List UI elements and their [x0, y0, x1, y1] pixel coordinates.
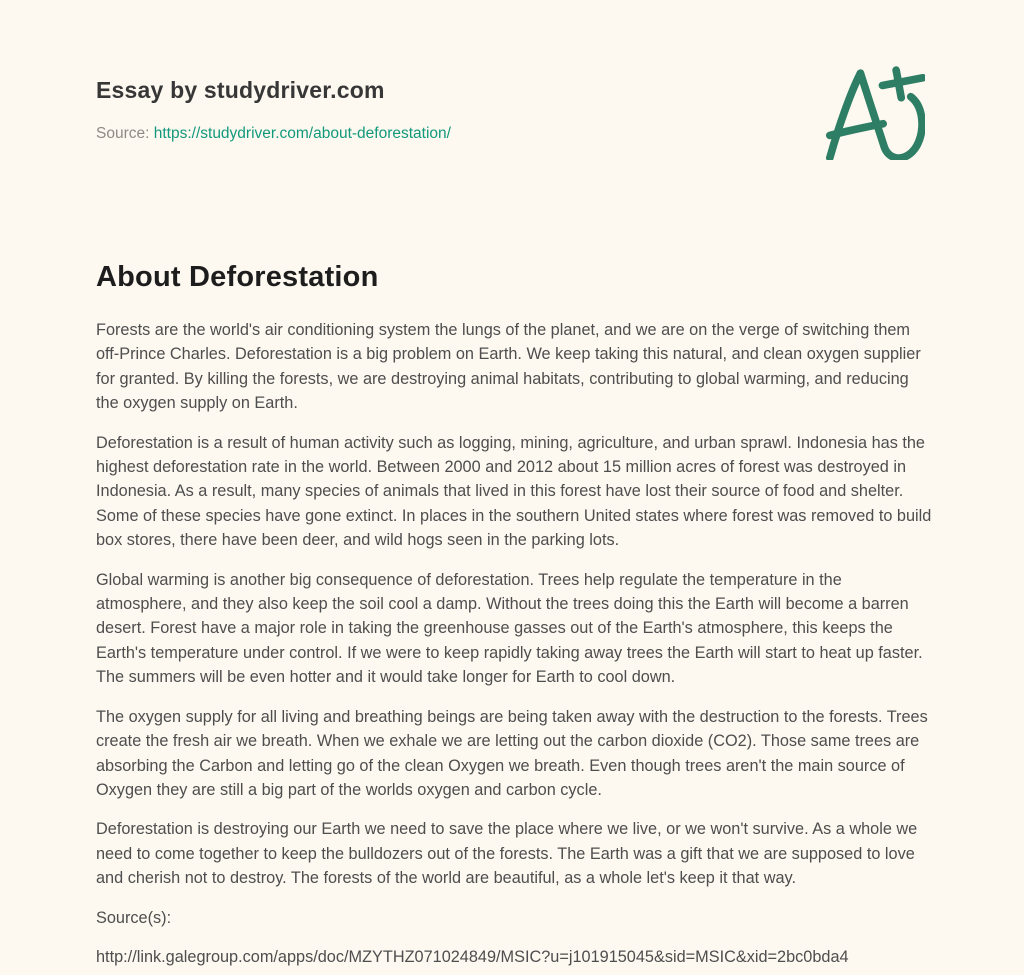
essay-content	[96, 76, 932, 969]
essay-paragraph-1: Forests are the world's air conditioning system the lungs of the planet, and we are on the verge of switching them off-Prince Charles. Deforestation is a big problem on Earth. We keep taking this natural, and clean oxygen supplier for granted. By killing the forests, we are destroying animal habitats, contributing to global warming, and reducing the oxygen supply on Earth.	[96, 321, 921, 413]
page-title: Essay by studydriver.com	[96, 77, 385, 103]
essay-paragraph-2: Deforestation is a result of human activity such as logging, mining, agriculture, and urban sprawl. Indonesia has the highest deforestation rate in the world. Between 2000 and 2012 about 15 million acres of forest was destroyed in Indonesia. As a result, many species of animals that lived in this forest have lost their source of food and shelter. Some of these species have gone extinct. In places in the southern United states where forest was removed to build box stores, there have been deer, and wild hogs seen in the parking lots.	[96, 433, 932, 550]
sources-label: Source(s):	[96, 908, 172, 927]
essay-title: About Deforestation	[96, 261, 379, 293]
source-label: Source:	[96, 125, 150, 142]
essay-paragraph-5: Deforestation is destroying our Earth we need to save the place where we live, or we won't survive. As a whole we need to come together to keep the bulldozers out of the forests. The Earth was a gift that we are supposed to love and cherish not to destroy. The forests of the world are beautiful, as a whole let's keep it that way.	[96, 820, 918, 888]
source-line	[96, 123, 932, 144]
studydriver-a-plus-logo-icon	[825, 66, 925, 160]
essay-paragraph-4: The oxygen supply for all living and breathing beings are being taken away with the destruction to the forests. Trees create the fresh air we breath. When we exhale we are letting out the carbon dioxide (CO2). Those same trees are absorbing the Carbon and letting go of the clean Oxygen we breath. Even though trees aren't the main source of Oxygen they are still a big part of the worlds oxygen and carbon cycle.	[96, 707, 928, 799]
essay-paragraph-3: Global warming is another big consequence of deforestation. Trees help regulate the temperature in the atmosphere, and they also keep the soil cool a damp. Without the trees doing this the Earth will become a barren desert. Forest have a major role in taking the greenhouse gasses out of the Earth's atmosphere, this keeps the Earth's temperature under control. If we were to keep rapidly taking away trees the Earth will start to heat up faster. The summers will be even hotter and it would take longer for Earth to cool down.	[96, 570, 923, 687]
citation-url: http://link.galegroup.com/apps/doc/MZYTHZ071024849/MSIC?u=j101915045&sid=MSIC&xid=2bc0bda4	[96, 947, 849, 966]
essay-body	[96, 318, 932, 969]
essay-source-link[interactable]: https://studydriver.com/about-deforestation/	[153, 125, 451, 142]
